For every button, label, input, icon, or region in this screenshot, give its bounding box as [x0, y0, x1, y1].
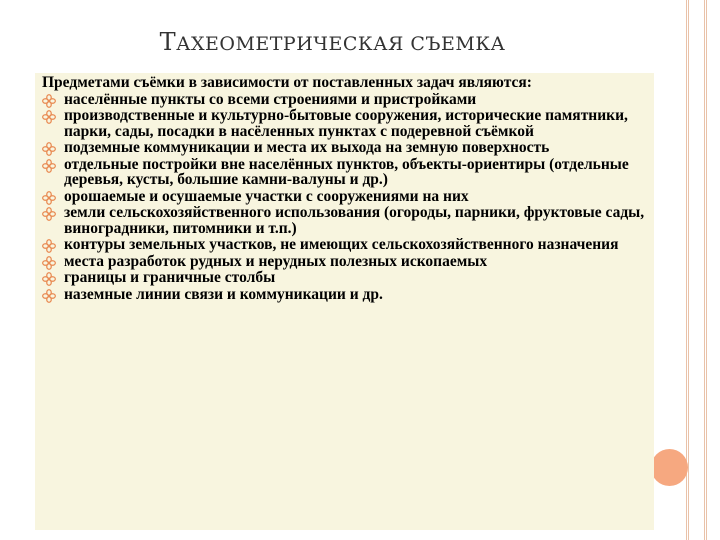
- accent-circle: [651, 449, 688, 486]
- list-item-text: подземные коммуникации и места их выхода на земную поверхность: [64, 139, 550, 156]
- list-item-text: границы и граничные столбы: [64, 269, 276, 286]
- list-item: [42, 270, 647, 286]
- list-item-text: земли сельскохозяйственного использования (огороды, парники, фруктовые сады, виноградники, питомники и т.п.): [64, 204, 645, 237]
- flower-bullet-icon: [42, 256, 56, 270]
- content-body: [42, 75, 647, 303]
- flower-bullet-icon: [42, 239, 56, 253]
- list-item-text: отдельные постройки вне населённых пунктов, объекты-ориентиры (отдельные деревья, кусты, большие камни-валуны и др.): [64, 155, 629, 188]
- list-item: [42, 92, 647, 108]
- flower-bullet-icon: [42, 94, 56, 108]
- list-item: [42, 140, 647, 156]
- list-item-text: населённые пункты со всеми строениями и пристройками: [64, 90, 477, 108]
- list-item-text: наземные линии связи и коммуникации и др.: [64, 285, 383, 303]
- list-item-text: производственные и культурно-бытовые сооружения, исторические памятники, парки, сады, посадки в насёленных пунктах с подеревной съёмкой: [64, 107, 628, 140]
- list-item: [42, 189, 647, 205]
- frame-line: [688, 0, 689, 540]
- flower-bullet-icon: [42, 110, 56, 124]
- flower-bullet-icon: [42, 207, 56, 221]
- list-item: [42, 254, 647, 270]
- title-text: АХЕОМЕТРИЧЕСКАЯ СЪЕМКА: [176, 33, 506, 55]
- list-item-text: орошаемые и осушаемые участки с сооружениями на них: [64, 187, 469, 205]
- bullet-list: [42, 92, 647, 303]
- list-item: [42, 157, 647, 188]
- flower-bullet-icon: [42, 272, 56, 286]
- frame-line: [706, 0, 707, 540]
- list-item: [42, 108, 647, 139]
- flower-bullet-icon: [42, 142, 56, 156]
- list-item-text: контуры земельных участков, не имеющих сельскохозяйственного назначения: [64, 236, 619, 253]
- list-item: [42, 237, 647, 253]
- slide-title: [0, 28, 665, 56]
- intro-text: Предметами съёмки в зависимости от поставленных задач являются:: [42, 74, 532, 91]
- list-item: [42, 205, 647, 236]
- flower-bullet-icon: [42, 191, 56, 205]
- frame-line: [704, 0, 705, 540]
- flower-bullet-icon: [42, 159, 56, 173]
- flower-bullet-icon: [42, 289, 56, 303]
- list-item-text: места разработок рудных и нерудных полезных ископаемых: [64, 252, 488, 270]
- list-item: [42, 287, 647, 303]
- title-first-letter: Т: [159, 28, 177, 56]
